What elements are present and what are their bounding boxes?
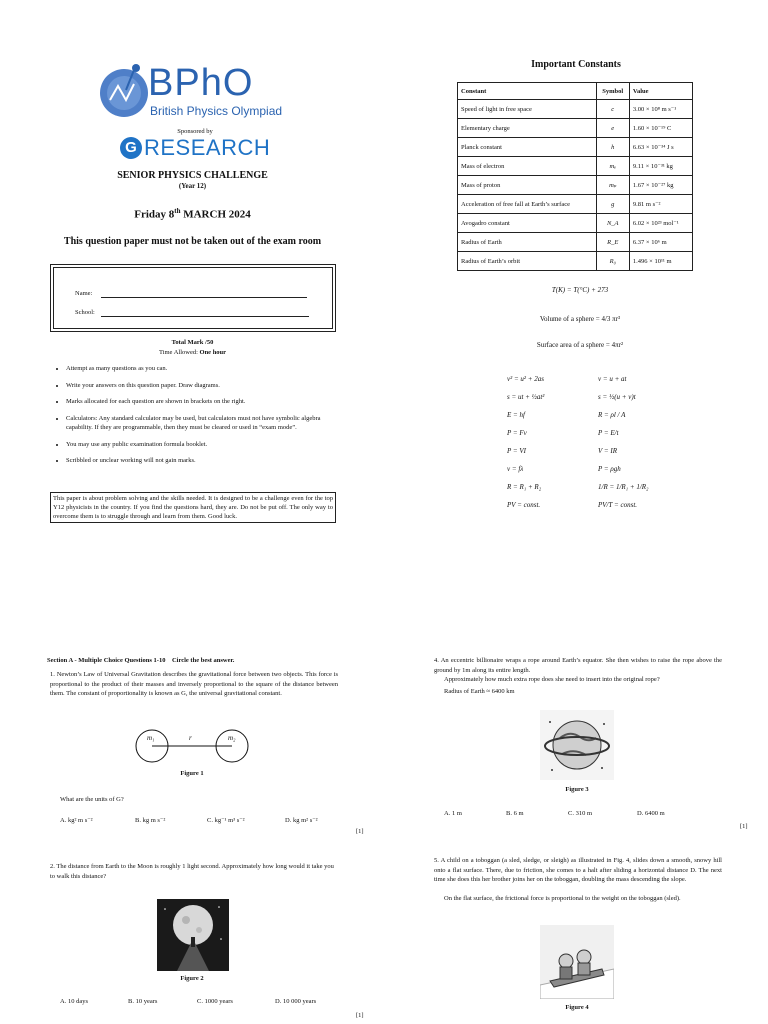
table-row — [458, 195, 693, 214]
section-instruction: Circle the best answer. — [171, 657, 235, 664]
constant-value: 9.11 × 10⁻³¹ kg — [629, 157, 692, 176]
name-label: Name: — [75, 290, 93, 297]
constant-name: Avogadro constant — [458, 214, 597, 233]
sponsored-by-label: Sponsored by — [177, 128, 213, 135]
constant-name: Radius of Earth’s orbit — [458, 252, 597, 271]
constant-name: Radius of Earth — [458, 233, 597, 252]
figure-4-caption: Figure 4 — [565, 1004, 589, 1011]
equations-left — [507, 375, 592, 519]
equation: P = E/t — [598, 429, 619, 437]
earth-radius: Radius of Earth ≈ 6400 km — [444, 688, 515, 695]
cover-year: (Year 12) — [178, 182, 207, 190]
notice-box: This paper is about problem solving and the skills needed. It is designed to be a challenge even for the top Y12 physicists in the country. If you find the questions hard, they are. Do not be put off. The only way to overcome them is to struggle through and learn from them. Good luck. — [50, 492, 336, 523]
q1-mark: [1] — [356, 828, 364, 835]
date-sup: th — [174, 207, 181, 215]
table-row — [458, 138, 693, 157]
formula-sphere-volume: Volume of a sphere = 4/3 πr³ — [539, 315, 621, 323]
bpho-name: British Physics Olympiad — [150, 104, 283, 118]
table-row — [458, 233, 693, 252]
equation: PV = const. — [507, 501, 541, 509]
q4-option-b[interactable]: B. 6 m — [506, 810, 524, 817]
time-allowed — [90, 348, 295, 357]
q1-option-b[interactable]: B. kg m s⁻² — [135, 817, 166, 824]
exam-date — [90, 207, 295, 221]
formula-sphere-area: Surface area of a sphere = 4πr² — [536, 341, 624, 349]
formula-kelvin: T(K) = T(°C) + 273 — [551, 286, 609, 294]
time-label: Time Allowed: — [158, 349, 200, 356]
constant-symbol: e — [596, 119, 629, 138]
table-row — [458, 214, 693, 233]
equation: v² = u² + 2as — [507, 375, 544, 383]
constant-value: 1.67 × 10⁻²⁷ kg — [629, 176, 692, 195]
constant-value: 3.00 × 10⁸ m s⁻¹ — [629, 100, 692, 119]
constant-symbol: h — [596, 138, 629, 157]
equation: R = ρl / A — [598, 411, 626, 419]
q1-option-a[interactable]: A. kg² m s⁻² — [60, 817, 93, 824]
figure-4-toboggan-image — [540, 925, 614, 999]
col-header: Symbol — [596, 83, 629, 100]
mass-1-label: m₁ — [147, 734, 155, 742]
equation: P = Fv — [507, 429, 527, 437]
q2-option-b[interactable]: B. 10 years — [128, 998, 158, 1005]
instruction-item: • Write your answers on this question paper. Draw diagrams. — [66, 381, 338, 391]
figure-1-caption: Figure 1 — [180, 770, 204, 777]
figure-3-earth-image — [540, 710, 614, 780]
constants-table — [457, 82, 693, 271]
q2-option-d[interactable]: D. 10 000 years — [275, 998, 317, 1005]
bpho-logo — [96, 60, 296, 120]
constant-name: Acceleration of free fall at Earth’s surface — [458, 195, 597, 214]
equation: 1/R = 1/R₁ + 1/R₂ — [598, 483, 649, 491]
q1-option-c[interactable]: C. kg⁻¹ m³ s⁻² — [207, 817, 245, 824]
col-header: Constant — [458, 83, 597, 100]
section-heading — [47, 656, 347, 665]
q4-option-c[interactable]: C. 310 m — [568, 810, 593, 817]
instruction-item: • Marks allocated for each question are shown in brackets on the right. — [66, 397, 338, 407]
question-4-text: 4. An eccentric billionaire wraps a rope around Earth’s equator. She then wishes to raise the rope above the ground by 1m along its entire length. — [434, 657, 722, 674]
table-row — [458, 119, 693, 138]
bpho-acronym: BPhO — [148, 62, 254, 104]
table-row — [458, 252, 693, 271]
sponsor-g-icon: G — [120, 137, 142, 159]
cover-title: SENIOR PHYSICS CHALLENGE — [117, 170, 268, 181]
section-title: Section A - Multiple Choice Questions 1-10 — [47, 657, 166, 664]
q1-option-d[interactable]: D. kg m² s⁻² — [285, 817, 318, 824]
figure-2-moon-image — [157, 899, 229, 971]
date-suffix: MARCH 2024 — [180, 208, 251, 221]
date-prefix: Friday 8 — [134, 208, 175, 221]
constant-symbol: mₚ — [596, 176, 629, 195]
table-row — [458, 176, 693, 195]
equation: R = R₁ + R₂ — [507, 483, 542, 491]
constant-value: 1.496 × 10¹¹ m — [629, 252, 692, 271]
figure-2-caption: Figure 2 — [180, 975, 204, 982]
table-row — [458, 157, 693, 176]
instruction-item: • Scribbled or unclear working will not gain marks. — [66, 456, 338, 466]
constant-value: 6.63 × 10⁻³⁴ J s — [629, 138, 692, 157]
q2-option-c[interactable]: C. 1000 years — [197, 998, 233, 1005]
q4-option-a[interactable]: A. 1 m — [444, 810, 462, 817]
sponsor-logo — [120, 137, 270, 161]
equation: v = fλ — [507, 465, 524, 473]
equation: s = ut + ½at² — [507, 393, 545, 401]
question-4-text-2: Approximately how much extra rope does she need to insert into the original rope? — [444, 676, 660, 683]
school-field[interactable] — [101, 315, 309, 317]
constant-symbol: N_A — [596, 214, 629, 233]
constant-name: Mass of electron — [458, 157, 597, 176]
constant-symbol: mₑ — [596, 157, 629, 176]
col-header: Value — [629, 83, 692, 100]
equations-right — [598, 375, 693, 519]
mass-2-label: m₂ — [228, 734, 236, 742]
equation: P = VI — [507, 447, 526, 455]
constant-symbol: R_E — [596, 233, 629, 252]
equation: PV/T = const. — [598, 501, 638, 509]
candidate-box — [50, 264, 336, 332]
question-1-prompt: What are the units of G? — [60, 796, 124, 803]
instruction-item: • Calculators: Any standard calculator may be used, but calculators must not have symbolic algebra capability. If they are programmable, then they must be cleared or used in “exam mode”. — [66, 414, 338, 433]
q2-mark: [1] — [356, 1012, 364, 1019]
bpho-atom-icon — [96, 60, 156, 120]
exam-room-warning: This question paper must not be taken out of the exam room — [63, 236, 322, 247]
question-5-text-2: On the flat surface, the frictional force is proportional to the weight on the toboggan (sled). — [444, 895, 681, 902]
constants-title: Important Constants — [531, 59, 621, 70]
equation: V = IR — [598, 447, 617, 455]
constant-symbol: g — [596, 195, 629, 214]
instructions-list — [54, 364, 338, 473]
table-header-row — [458, 83, 693, 100]
instruction-item: • Attempt as many questions as you can. — [66, 364, 338, 374]
constant-value: 1.60 × 10⁻¹⁹ C — [629, 119, 692, 138]
equation: v = u + at — [598, 375, 627, 383]
time-value: One hour — [199, 349, 227, 356]
total-mark: Total Mark /50 — [171, 339, 214, 346]
distance-label: r — [189, 734, 192, 742]
constant-value: 6.37 × 10⁶ m — [629, 233, 692, 252]
question-2-text: 2. The distance from Earth to the Moon is roughly 1 light second. Approximately how long would it take you to walk this distance? — [50, 863, 334, 880]
constant-name: Mass of proton — [458, 176, 597, 195]
school-label: School: — [75, 309, 95, 316]
instruction-item: • You may use any public examination formula booklet. — [66, 440, 338, 450]
q4-option-d[interactable]: D. 6400 m — [637, 810, 665, 817]
sponsor-name: RESEARCH — [144, 135, 271, 160]
constant-value: 9.81 m s⁻² — [629, 195, 692, 214]
figure-3-caption: Figure 3 — [565, 786, 589, 793]
constant-value: 6.02 × 10²³ mol⁻¹ — [629, 214, 692, 233]
question-5-text: 5. A child on a toboggan (a sled, sledge, or sleigh) as illustrated in Fig. 4, slides down a smooth, snowy hill onto a flat surface. There, due to friction, she comes to a halt after sliding a horizontal distance D. The next time she does this her brother joins her on the toboggan, doubling the mass descending the slope. — [434, 857, 722, 883]
constant-symbol: c — [596, 100, 629, 119]
constant-name: Elementary charge — [458, 119, 597, 138]
constant-symbol: R₀ — [596, 252, 629, 271]
constant-name: Speed of light in free space — [458, 100, 597, 119]
table-row — [458, 100, 693, 119]
q4-mark: [1] — [740, 823, 748, 830]
equation: P = ρgh — [598, 465, 621, 473]
equation: s = ½(u + v)t — [598, 393, 636, 401]
equation: E = hf — [507, 411, 525, 419]
name-field[interactable] — [101, 296, 307, 298]
constant-name: Planck constant — [458, 138, 597, 157]
q2-option-a[interactable]: A. 10 days — [60, 998, 88, 1005]
question-1-text: 1. Newton’s Law of Universal Gravitation describes the gravitational force between two objects. This force is proportional to the product of their masses and inversely proportional to the square of the distance between them. The constant of proportionality is known as G, the universal gravitational constant. — [50, 671, 338, 697]
